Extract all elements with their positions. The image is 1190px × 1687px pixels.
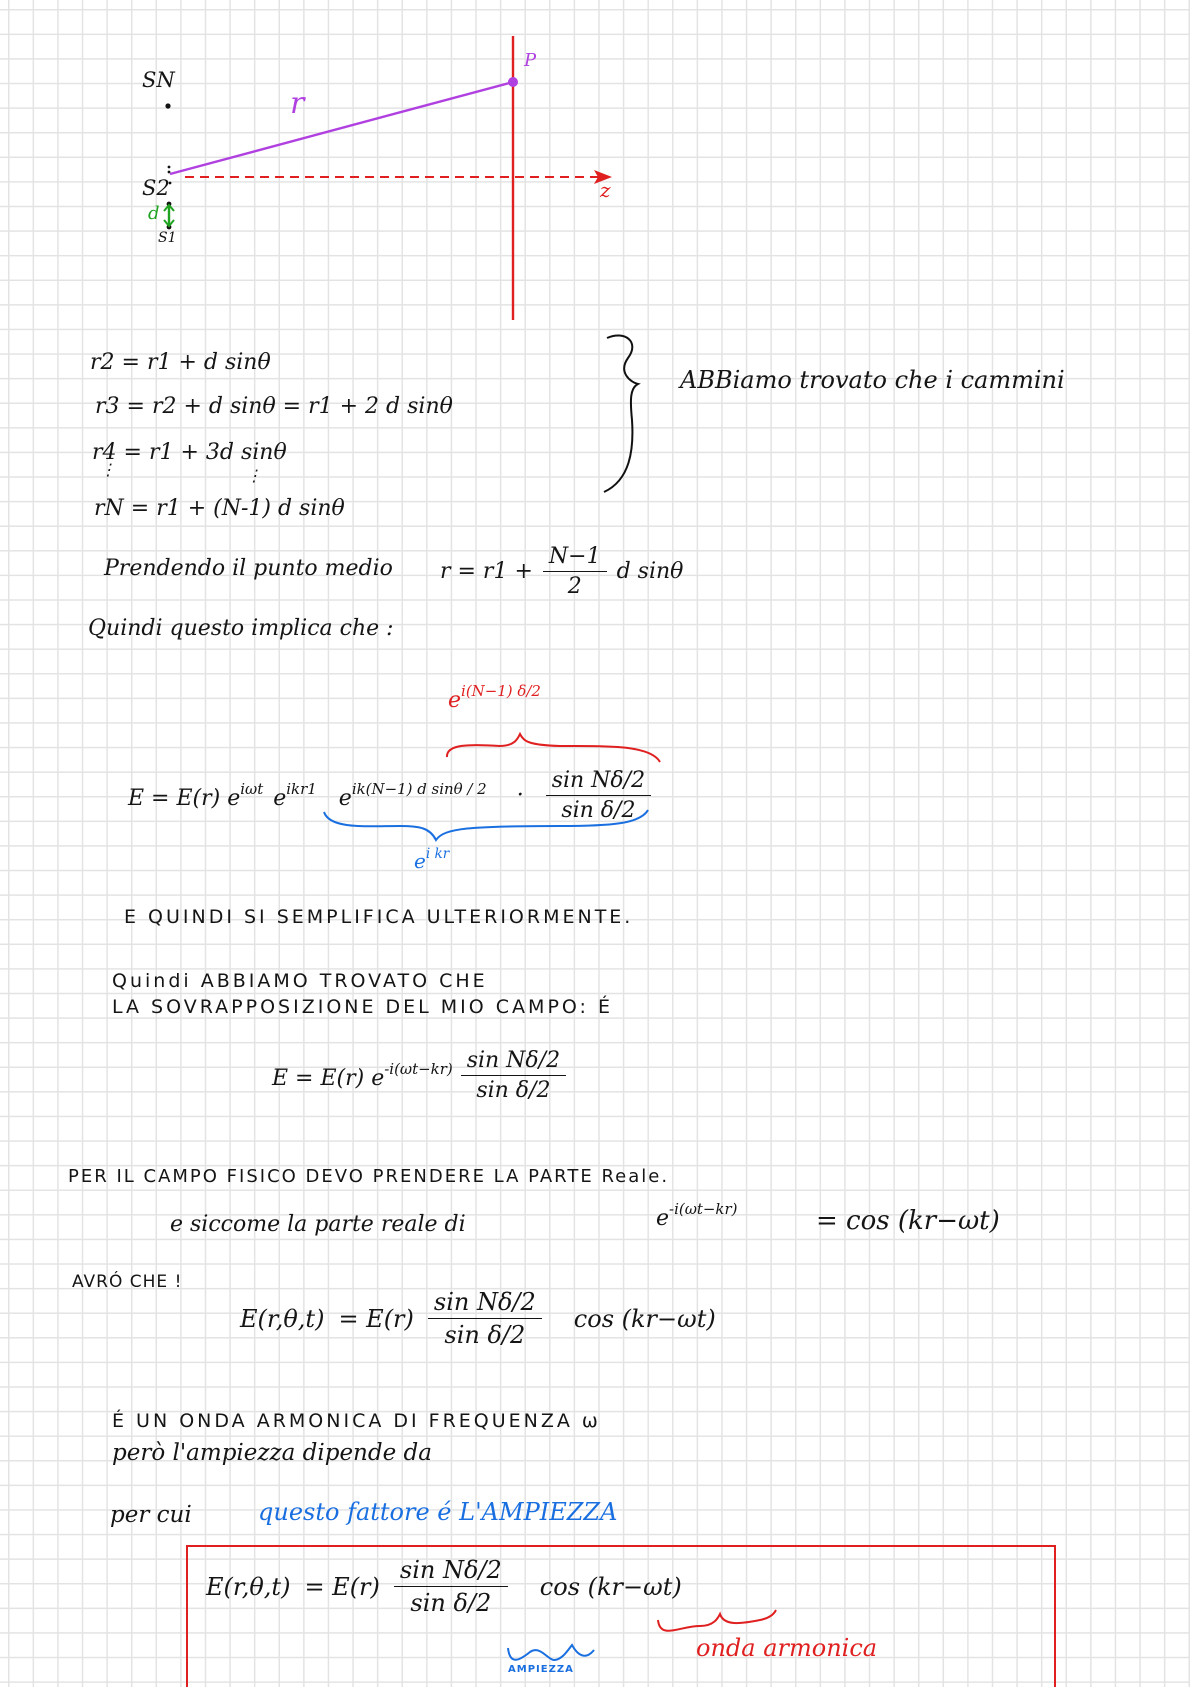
harmonic-line2: però l'ampiezza dipende da — [112, 1440, 432, 1466]
point-p-label: P — [524, 50, 537, 71]
superposition-line1: Quindi ABBIAMO TROVATO CHE — [112, 970, 488, 992]
midpoint-text: Prendendo il punto medio — [104, 556, 393, 581]
field-equation: E = E(r) $e^{i\omega t}$ $e^{ikr1}$ $e^{ik(N-1) d sin\theta / 2}$ · $\frac{\text{sin Nδ/2}}{\text{sin δ/2}}$ — [128, 768, 651, 823]
eq-line-r4: r4 = r1 + 3d sinθ — [92, 440, 287, 465]
blue-annotation: $e^{i kr}$ — [414, 846, 450, 874]
source-n-label: SN — [142, 68, 175, 92]
ellipsis-mid: ⋮ — [246, 466, 262, 485]
boxed-equation: E(r,θ,t) = E(r) $\frac{\text{sin Nδ/2}}{\text{sin δ/2}}$ cos (kr−ωt) — [206, 1556, 682, 1617]
spacing-label: d — [148, 203, 160, 224]
brace-note: ABBiamo trovato che i cammini — [680, 366, 1065, 394]
real-part-result: = cos (kr−ωt) — [816, 1206, 1000, 1236]
wave-brace — [658, 1610, 776, 1631]
superposition-equation: E = E(r) $e^{-i(\omega t-kr)}$ $\frac{\text{sin Nδ/2}}{\text{sin δ/2}}$ — [272, 1048, 566, 1103]
real-part-line1: PER IL CAMPO FISICO DEVO PRENDERE LA PARTE Reale. — [68, 1166, 670, 1187]
red-annotation: $e^{i(N-1) \delta/2}$ — [448, 682, 541, 714]
per-cui-text: per cui — [110, 1502, 192, 1528]
real-part-exp: $e^{-i(\omega t-kr)}$ — [656, 1200, 738, 1232]
amplitude-brace — [508, 1645, 594, 1660]
midpoint-equation: r = r1 + $\frac{N-1}{2}$ d sinθ — [440, 544, 684, 599]
simplify-note: E QUINDI SI SEMPLIFICA ULTERIORMENTE. — [124, 906, 634, 928]
z-axis-label: z — [600, 178, 611, 202]
real-part-equation: E(r,θ,t) = E(r) $\frac{\text{sin Nδ/2}}{\text{sin δ/2}}$ cos (kr−ωt) — [240, 1288, 716, 1349]
avro-text: AVRÓ CHE ! — [72, 1272, 183, 1292]
real-part-line2: e siccome la parte reale di — [170, 1212, 466, 1237]
implication-text: Quindi questo implica che : — [88, 616, 394, 641]
eq-line-r2: r2 = r1 + d sinθ — [90, 350, 271, 375]
amplitude-note: questo fattore é L'AMPIEZZA — [258, 1498, 618, 1526]
source-2-label: S2 — [142, 176, 170, 200]
ellipsis-left: ⋮ — [100, 460, 116, 479]
eq-line-rn: rN = r1 + (N-1) d sinθ — [94, 496, 345, 521]
distance-label: r — [290, 86, 305, 121]
superposition-line2: LA SOVRAPPOSIZIONE DEL MIO CAMPO: É — [112, 996, 613, 1018]
eq-line-r3: r3 = r2 + d sinθ = r1 + 2 d sinθ — [95, 394, 453, 419]
source-1-label: S1 — [158, 230, 177, 246]
harmonic-line1: É UN ONDA ARMONICA DI FREQUENZA ω — [112, 1410, 601, 1432]
amplitude-label: AMPIEZZA — [508, 1664, 574, 1675]
wave-label: onda armonica — [696, 1634, 878, 1662]
